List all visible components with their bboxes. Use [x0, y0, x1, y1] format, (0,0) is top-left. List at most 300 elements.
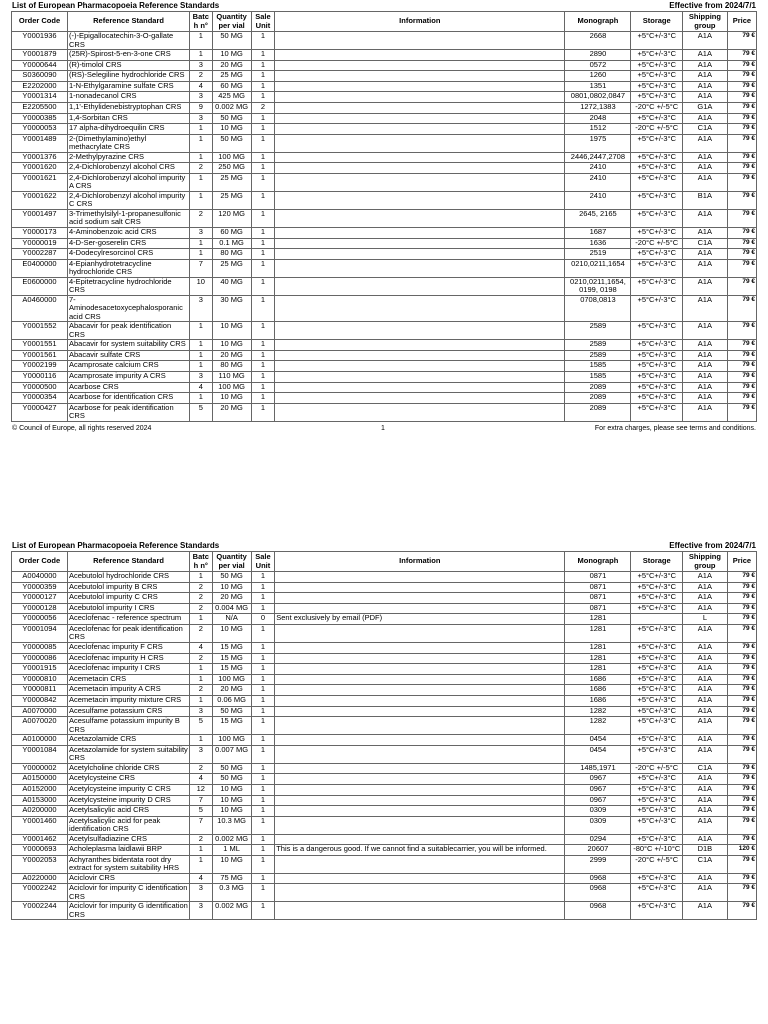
reference-standard-cell: Acetylcysteine impurity C CRS — [68, 784, 190, 795]
shipping-group-cell: A1A — [683, 209, 728, 227]
information-cell — [275, 92, 565, 103]
batch-number-cell: 10 — [190, 277, 212, 295]
monograph-cell: 1585 — [565, 372, 631, 383]
page-number: 1 — [381, 424, 385, 432]
monograph-cell: 1686 — [565, 685, 631, 696]
order-code-cell: Y0000354 — [12, 393, 68, 404]
reference-standard-cell: 2,4-Dichlorobenzyl alcohol impurity C CRS — [68, 191, 190, 209]
sale-unit-cell: 1 — [251, 209, 275, 227]
information-cell — [275, 834, 565, 845]
quantity-cell: 60 MG — [212, 227, 251, 238]
monograph-cell: 0708,0813 — [565, 295, 631, 322]
quantity-cell: 50 MG — [212, 134, 251, 152]
batch-number-cell: 2 — [190, 685, 212, 696]
sale-unit-cell: 1 — [251, 163, 275, 174]
table-row — [12, 209, 757, 227]
storage-cell: +5°C+/-3°C — [631, 322, 683, 340]
shipping-group-cell: A1A — [683, 295, 728, 322]
monograph-cell: 0309 — [565, 816, 631, 834]
price-cell: 79 € — [727, 322, 756, 340]
monograph-cell: 0210,0211,1654 — [565, 259, 631, 277]
table-row — [12, 695, 757, 706]
storage-cell: +5°C+/-3°C — [631, 717, 683, 735]
information-cell — [275, 71, 565, 82]
storage-cell: +5°C+/-3°C — [631, 50, 683, 61]
batch-number-cell: 1 — [190, 735, 212, 746]
quantity-cell: 10 MG — [212, 795, 251, 806]
reference-standard-cell: Acarbose for peak identification CRS — [68, 403, 190, 421]
table-row — [12, 403, 757, 421]
monograph-cell: 1260 — [565, 71, 631, 82]
reference-standard-cell: Acemetacin impurity mixture CRS — [68, 695, 190, 706]
price-cell: 79 € — [727, 50, 756, 61]
batch-number-cell: 3 — [190, 92, 212, 103]
storage-cell: +5°C+/-3°C — [631, 32, 683, 50]
reference-standard-cell: 2,4-Dichlorobenzyl alcohol impurity A CRS — [68, 173, 190, 191]
order-code-cell: Y0001936 — [12, 32, 68, 50]
quantity-cell: 0.002 MG — [212, 902, 251, 920]
batch-number-cell: 1 — [190, 361, 212, 372]
storage-cell: +5°C+/-3°C — [631, 295, 683, 322]
col-header-quantity: Quantity per vial — [212, 12, 251, 32]
quantity-cell: 10 MG — [212, 393, 251, 404]
table-row — [12, 361, 757, 372]
price-cell: 79 € — [727, 361, 756, 372]
price-cell: 79 € — [727, 642, 756, 653]
reference-standard-cell: Acamprosate calcium CRS — [68, 361, 190, 372]
order-code-cell: Y0000385 — [12, 113, 68, 124]
shipping-group-cell: A1A — [683, 372, 728, 383]
reference-standards-table — [11, 551, 757, 920]
order-code-cell: Y0001094 — [12, 624, 68, 642]
storage-cell: -20°C +/-5°C — [631, 124, 683, 135]
reference-standard-cell: Acebutolol hydrochloride CRS — [68, 572, 190, 583]
quantity-cell: 10.3 MG — [212, 816, 251, 834]
order-code-cell: Y0000128 — [12, 603, 68, 614]
col-header-sale: Sale Unit — [251, 552, 275, 572]
batch-number-cell: 3 — [190, 60, 212, 71]
col-header-monograph: Monograph — [565, 12, 631, 32]
shipping-group-cell: A1A — [683, 806, 728, 817]
price-cell: 79 € — [727, 873, 756, 884]
quantity-cell: 20 MG — [212, 350, 251, 361]
order-code-cell: Y0000127 — [12, 593, 68, 604]
storage-cell: +5°C+/-3°C — [631, 603, 683, 614]
monograph-cell: 1281 — [565, 664, 631, 675]
monograph-cell: 2089 — [565, 393, 631, 404]
reference-standard-cell: 1,4-Sorbitan CRS — [68, 113, 190, 124]
sale-unit-cell: 1 — [251, 572, 275, 583]
monograph-cell: 0454 — [565, 735, 631, 746]
monograph-cell: 2410 — [565, 163, 631, 174]
quantity-cell: 425 MG — [212, 92, 251, 103]
batch-number-cell: 2 — [190, 71, 212, 82]
information-cell — [275, 624, 565, 642]
document-page-1 — [11, 0, 757, 540]
storage-cell: +5°C+/-3°C — [631, 706, 683, 717]
col-header-code: Order Code — [12, 12, 68, 32]
reference-standard-cell: Acebutolol impurity C CRS — [68, 593, 190, 604]
order-code-cell: Y0000500 — [12, 382, 68, 393]
price-cell: 79 € — [727, 603, 756, 614]
sale-unit-cell: 1 — [251, 382, 275, 393]
monograph-cell: 0454 — [565, 745, 631, 763]
order-code-cell: Y0001622 — [12, 191, 68, 209]
table-row — [12, 152, 757, 163]
price-cell: 79 € — [727, 92, 756, 103]
batch-number-cell: 3 — [190, 884, 212, 902]
order-code-cell: Y0002287 — [12, 249, 68, 260]
monograph-cell: 0801,0802,0847 — [565, 92, 631, 103]
reference-standard-cell: Acetylcysteine CRS — [68, 774, 190, 785]
batch-number-cell: 1 — [190, 124, 212, 135]
monograph-cell: 0967 — [565, 795, 631, 806]
price-cell: 79 € — [727, 340, 756, 351]
shipping-group-cell: A1A — [683, 624, 728, 642]
batch-number-cell: 1 — [190, 855, 212, 873]
order-code-cell: Y0000053 — [12, 124, 68, 135]
shipping-group-cell: A1A — [683, 745, 728, 763]
reference-standard-cell: 4-Dodecylresorcinol CRS — [68, 249, 190, 260]
document-title: List of European Pharmacopoeia Reference Standards — [12, 541, 220, 550]
monograph-cell: 0968 — [565, 873, 631, 884]
storage-cell: +5°C+/-3°C — [631, 81, 683, 92]
order-code-cell: A0070020 — [12, 717, 68, 735]
table-row — [12, 113, 757, 124]
storage-cell: +5°C+/-3°C — [631, 834, 683, 845]
table-row — [12, 277, 757, 295]
order-code-cell: E0600000 — [12, 277, 68, 295]
information-cell — [275, 664, 565, 675]
order-code-cell: A0150000 — [12, 774, 68, 785]
sale-unit-cell: 1 — [251, 855, 275, 873]
price-cell: 79 € — [727, 717, 756, 735]
sale-unit-cell: 1 — [251, 653, 275, 664]
shipping-group-cell: C1A — [683, 855, 728, 873]
reference-standard-cell: (-)-Epigallocatechin-3-O-gallate CRS — [68, 32, 190, 50]
shipping-group-cell: A1A — [683, 706, 728, 717]
reference-standard-cell: 4-D-Ser-goserelin CRS — [68, 238, 190, 249]
table-row — [12, 134, 757, 152]
order-code-cell: Y0001489 — [12, 134, 68, 152]
order-code-cell: Y0000002 — [12, 763, 68, 774]
price-cell: 79 € — [727, 795, 756, 806]
information-cell — [275, 163, 565, 174]
table-row — [12, 71, 757, 82]
reference-standard-cell: Acetylsulfadiazine CRS — [68, 834, 190, 845]
reference-standard-cell: 7-Aminodesacetoxycephalosporanic acid CRS — [68, 295, 190, 322]
shipping-group-cell: A1A — [683, 92, 728, 103]
information-cell — [275, 806, 565, 817]
batch-number-cell: 4 — [190, 81, 212, 92]
storage-cell: +5°C+/-3°C — [631, 227, 683, 238]
sale-unit-cell: 1 — [251, 249, 275, 260]
information-cell — [275, 717, 565, 735]
price-cell: 79 € — [727, 227, 756, 238]
quantity-cell: 25 MG — [212, 71, 251, 82]
reference-standard-cell: Aceclofenac - reference spectrum — [68, 614, 190, 625]
quantity-cell: 0.002 MG — [212, 102, 251, 113]
order-code-cell: Y0000019 — [12, 238, 68, 249]
information-cell — [275, 795, 565, 806]
batch-number-cell: 4 — [190, 382, 212, 393]
monograph-cell: 0210,0211,1654, 0199, 0198 — [565, 277, 631, 295]
order-code-cell: E2205500 — [12, 102, 68, 113]
order-code-cell: Y0001460 — [12, 816, 68, 834]
table-row — [12, 816, 757, 834]
sale-unit-cell: 1 — [251, 350, 275, 361]
sale-unit-cell: 1 — [251, 227, 275, 238]
storage-cell: +5°C+/-3°C — [631, 209, 683, 227]
batch-number-cell: 7 — [190, 816, 212, 834]
sale-unit-cell: 1 — [251, 685, 275, 696]
shipping-group-cell: A1A — [683, 685, 728, 696]
batch-number-cell: 12 — [190, 784, 212, 795]
information-cell — [275, 350, 565, 361]
order-code-cell: Y0001462 — [12, 834, 68, 845]
information-cell — [275, 674, 565, 685]
document-title: List of European Pharmacopoeia Reference Standards — [12, 1, 220, 10]
shipping-group-cell: A1A — [683, 695, 728, 706]
reference-standard-cell: 2-(Dimethylamino)ethyl methacrylate CRS — [68, 134, 190, 152]
information-cell — [275, 209, 565, 227]
batch-number-cell: 2 — [190, 209, 212, 227]
reference-standard-cell: 3-Trimethylsilyl-1-propanesulfonic acid sodium salt CRS — [68, 209, 190, 227]
price-cell: 79 € — [727, 582, 756, 593]
sale-unit-cell: 1 — [251, 706, 275, 717]
monograph-cell: 1282 — [565, 717, 631, 735]
table-row — [12, 124, 757, 135]
sale-unit-cell: 1 — [251, 884, 275, 902]
shipping-group-cell: L — [683, 614, 728, 625]
shipping-group-cell: A1A — [683, 393, 728, 404]
table-row — [12, 60, 757, 71]
sale-unit-cell: 2 — [251, 102, 275, 113]
reference-standard-cell: (R)-timolol CRS — [68, 60, 190, 71]
quantity-cell: 20 MG — [212, 685, 251, 696]
shipping-group-cell: A1A — [683, 382, 728, 393]
information-cell — [275, 382, 565, 393]
information-cell — [275, 685, 565, 696]
price-cell: 79 € — [727, 572, 756, 583]
reference-standard-cell: Achyranthes bidentata root dry extract for system suitability HRS — [68, 855, 190, 873]
quantity-cell: 120 MG — [212, 209, 251, 227]
shipping-group-cell: A1A — [683, 259, 728, 277]
price-cell: 79 € — [727, 163, 756, 174]
reference-standard-cell: Acetazolamide CRS — [68, 735, 190, 746]
table-row — [12, 173, 757, 191]
col-header-shipping: Shipping group — [683, 12, 728, 32]
shipping-group-cell: A1A — [683, 572, 728, 583]
batch-number-cell: 1 — [190, 322, 212, 340]
storage-cell: +5°C+/-3°C — [631, 695, 683, 706]
information-cell — [275, 238, 565, 249]
reference-standard-cell: Aceclofenac for peak identification CRS — [68, 624, 190, 642]
quantity-cell: 60 MG — [212, 81, 251, 92]
price-cell: 79 € — [727, 249, 756, 260]
information-cell — [275, 784, 565, 795]
price-cell: 79 € — [727, 674, 756, 685]
information-cell — [275, 340, 565, 351]
col-header-price: Price — [727, 12, 756, 32]
order-code-cell: Y0002244 — [12, 902, 68, 920]
shipping-group-cell: A1A — [683, 834, 728, 845]
shipping-group-cell: A1A — [683, 113, 728, 124]
monograph-cell: 0967 — [565, 774, 631, 785]
price-cell: 79 € — [727, 784, 756, 795]
information-cell — [275, 259, 565, 277]
price-cell: 79 € — [727, 173, 756, 191]
sale-unit-cell: 1 — [251, 81, 275, 92]
price-cell: 79 € — [727, 209, 756, 227]
information-cell — [275, 249, 565, 260]
quantity-cell: 15 MG — [212, 642, 251, 653]
quantity-cell: 1 ML — [212, 845, 251, 856]
price-cell: 79 € — [727, 735, 756, 746]
order-code-cell: Y0000173 — [12, 227, 68, 238]
order-code-cell: Y0002053 — [12, 855, 68, 873]
table-row — [12, 393, 757, 404]
shipping-group-cell: A1A — [683, 735, 728, 746]
table-row — [12, 653, 757, 664]
batch-number-cell: 2 — [190, 582, 212, 593]
storage-cell: -20°C +/-5°C — [631, 102, 683, 113]
monograph-cell: 1281 — [565, 642, 631, 653]
table-row — [12, 642, 757, 653]
batch-number-cell: 2 — [190, 603, 212, 614]
order-code-cell: Y0001879 — [12, 50, 68, 61]
sale-unit-cell: 1 — [251, 674, 275, 685]
reference-standard-cell: Acholeplasma laidlawii BRP — [68, 845, 190, 856]
quantity-cell: 20 MG — [212, 60, 251, 71]
monograph-cell: 1687 — [565, 227, 631, 238]
table-row — [12, 873, 757, 884]
shipping-group-cell: A1A — [683, 674, 728, 685]
storage-cell: +5°C+/-3°C — [631, 593, 683, 604]
reference-standard-cell: Aciclovir for impurity G identification CRS — [69, 901, 188, 919]
reference-standard-cell: 1,1'-Ethylidenebistryptophan CRS — [68, 102, 190, 113]
sale-unit-cell: 1 — [251, 32, 275, 50]
monograph-cell: 0871 — [565, 593, 631, 604]
order-code-cell: S0360090 — [12, 71, 68, 82]
shipping-group-cell: A1A — [683, 884, 728, 902]
information-cell — [275, 50, 565, 61]
quantity-cell: 10 MG — [212, 322, 251, 340]
table-row — [12, 50, 757, 61]
price-cell: 79 € — [727, 81, 756, 92]
storage-cell: +5°C+/-3°C — [631, 774, 683, 785]
table-body — [12, 572, 757, 920]
reference-standard-cell: Acetazolamide for system suitability CRS — [69, 745, 188, 763]
storage-cell: +5°C+/-3°C — [631, 642, 683, 653]
table-row — [12, 81, 757, 92]
table-row — [12, 249, 757, 260]
price-cell: 79 € — [727, 834, 756, 845]
reference-standard-cell: Acarbose for identification CRS — [68, 393, 190, 404]
batch-number-cell: 4 — [190, 642, 212, 653]
storage-cell: +5°C+/-3°C — [631, 152, 683, 163]
monograph-cell: 0871 — [565, 582, 631, 593]
reference-standard-cell: Aciclovir for impurity C identification CRS — [68, 884, 190, 902]
price-cell: 79 € — [727, 152, 756, 163]
monograph-cell: 2589 — [565, 322, 631, 340]
batch-number-cell: 4 — [190, 873, 212, 884]
information-cell — [275, 763, 565, 774]
quantity-cell: N/A — [212, 614, 251, 625]
monograph-cell: 1636 — [565, 238, 631, 249]
reference-standard-cell: Acebutolol impurity B CRS — [68, 582, 190, 593]
monograph-cell: 2048 — [565, 113, 631, 124]
information-cell — [275, 60, 565, 71]
sale-unit-cell: 0 — [251, 614, 275, 625]
col-header-standard: Reference Standard — [68, 552, 190, 572]
information-cell — [275, 124, 565, 135]
price-cell: 79 € — [727, 191, 756, 209]
information-cell — [275, 572, 565, 583]
shipping-group-cell: A1A — [683, 249, 728, 260]
price-cell: 79 € — [727, 113, 756, 124]
table-row — [12, 745, 757, 763]
information-cell — [275, 642, 565, 653]
table-row — [12, 795, 757, 806]
table-row — [12, 884, 757, 902]
quantity-cell: 50 MG — [212, 706, 251, 717]
col-header-quantity: Quantity per vial — [212, 552, 251, 572]
storage-cell: +5°C+/-3°C — [631, 259, 683, 277]
information-cell — [275, 361, 565, 372]
batch-number-cell: 4 — [190, 774, 212, 785]
order-code-cell: E2202000 — [12, 81, 68, 92]
order-code-cell: Y0000693 — [12, 845, 68, 856]
batch-number-cell: 3 — [190, 745, 212, 763]
information-cell — [275, 32, 565, 50]
sale-unit-cell: 1 — [251, 806, 275, 817]
storage-cell: +5°C+/-3°C — [631, 340, 683, 351]
storage-cell: +5°C+/-3°C — [631, 653, 683, 664]
quantity-cell: 100 MG — [212, 735, 251, 746]
storage-cell: +5°C+/-3°C — [631, 685, 683, 696]
batch-number-cell: 3 — [190, 113, 212, 124]
table-body — [12, 32, 757, 422]
sale-unit-cell: 1 — [251, 71, 275, 82]
reference-standard-cell: Acetylcholine chloride CRS — [68, 763, 190, 774]
storage-cell: +5°C+/-3°C — [631, 664, 683, 675]
table-row — [12, 322, 757, 340]
sale-unit-cell: 1 — [251, 695, 275, 706]
shipping-group-cell: A1A — [683, 816, 728, 834]
sale-unit-cell: 1 — [251, 152, 275, 163]
storage-cell: +5°C+/-3°C — [631, 902, 683, 920]
col-header-standard: Reference Standard — [68, 12, 190, 32]
storage-cell: +5°C+/-3°C — [631, 403, 683, 421]
price-cell: 79 € — [727, 593, 756, 604]
batch-number-cell: 1 — [190, 238, 212, 249]
batch-number-cell: 2 — [190, 653, 212, 664]
reference-standard-cell: Acemetacin CRS — [68, 674, 190, 685]
shipping-group-cell: A1A — [683, 653, 728, 664]
price-cell: 79 € — [727, 71, 756, 82]
monograph-cell: 1272,1383 — [565, 102, 631, 113]
sale-unit-cell: 1 — [251, 603, 275, 614]
price-cell: 79 € — [727, 763, 756, 774]
shipping-group-cell: A1A — [683, 873, 728, 884]
table-row — [12, 735, 757, 746]
table-row — [12, 238, 757, 249]
information-cell — [275, 191, 565, 209]
price-cell: 79 € — [727, 295, 756, 322]
shipping-group-cell: A1A — [683, 71, 728, 82]
shipping-group-cell: A1A — [683, 152, 728, 163]
